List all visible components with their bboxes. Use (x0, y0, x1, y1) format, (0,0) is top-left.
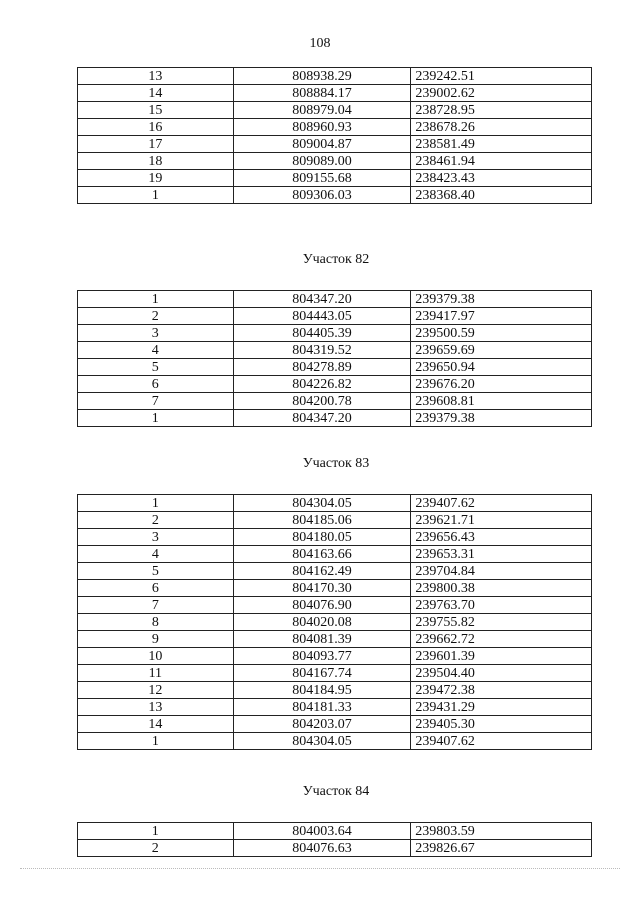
x-coordinate-cell: 804181.33 (233, 699, 411, 716)
table-row (78, 614, 592, 631)
y-coordinate-cell: 239379.38 (411, 291, 592, 308)
y-coordinate-cell: 239800.38 (411, 580, 592, 597)
point-number-cell: 3 (78, 325, 234, 342)
table-row (78, 136, 592, 153)
table-row (78, 840, 592, 857)
x-coordinate-cell: 804443.05 (233, 308, 411, 325)
point-number-cell: 11 (78, 665, 234, 682)
x-coordinate-cell: 804304.05 (233, 495, 411, 512)
x-coordinate-cell: 808884.17 (233, 85, 411, 102)
point-number-cell: 13 (78, 699, 234, 716)
y-coordinate-cell: 239704.84 (411, 563, 592, 580)
y-coordinate-cell: 239431.29 (411, 699, 592, 716)
x-coordinate-cell: 804093.77 (233, 648, 411, 665)
x-coordinate-cell: 804226.82 (233, 376, 411, 393)
y-coordinate-cell: 238581.49 (411, 136, 592, 153)
table-row (78, 631, 592, 648)
y-coordinate-cell: 239417.97 (411, 308, 592, 325)
x-coordinate-cell: 809155.68 (233, 170, 411, 187)
x-coordinate-cell: 804319.52 (233, 342, 411, 359)
x-coordinate-cell: 804170.30 (233, 580, 411, 597)
point-number-cell: 14 (78, 85, 234, 102)
y-coordinate-cell: 239826.67 (411, 840, 592, 857)
point-number-cell: 1 (78, 410, 234, 427)
x-coordinate-cell: 804347.20 (233, 410, 411, 427)
x-coordinate-cell: 804162.49 (233, 563, 411, 580)
point-number-cell: 12 (78, 682, 234, 699)
x-coordinate-cell: 804076.63 (233, 840, 411, 857)
y-coordinate-cell: 239803.59 (411, 823, 592, 840)
x-coordinate-cell: 804184.95 (233, 682, 411, 699)
coordinates-table-continued (77, 67, 592, 204)
table-row (78, 563, 592, 580)
point-number-cell: 2 (78, 512, 234, 529)
table-row (78, 308, 592, 325)
point-number-cell: 17 (78, 136, 234, 153)
point-number-cell: 13 (78, 68, 234, 85)
table-row (78, 597, 592, 614)
table-row (78, 68, 592, 85)
table-row (78, 495, 592, 512)
point-number-cell: 3 (78, 529, 234, 546)
y-coordinate-cell: 238461.94 (411, 153, 592, 170)
y-coordinate-cell: 238678.26 (411, 119, 592, 136)
x-coordinate-cell: 804020.08 (233, 614, 411, 631)
coordinates-table-84 (77, 822, 592, 857)
page-number: 108 (309, 36, 331, 51)
point-number-cell: 16 (78, 119, 234, 136)
point-number-cell: 1 (78, 291, 234, 308)
x-coordinate-cell: 804203.07 (233, 716, 411, 733)
table-row (78, 153, 592, 170)
table-row (78, 529, 592, 546)
x-coordinate-cell: 804304.05 (233, 733, 411, 750)
x-coordinate-cell: 804347.20 (233, 291, 411, 308)
y-coordinate-cell: 239407.62 (411, 495, 592, 512)
table-row (78, 699, 592, 716)
section-title-83: Участок 83 (302, 456, 370, 471)
x-coordinate-cell: 804167.74 (233, 665, 411, 682)
x-coordinate-cell: 804405.39 (233, 325, 411, 342)
y-coordinate-cell: 239500.59 (411, 325, 592, 342)
scan-dotted-line (20, 868, 620, 870)
y-coordinate-cell: 239662.72 (411, 631, 592, 648)
x-coordinate-cell: 804003.64 (233, 823, 411, 840)
x-coordinate-cell: 808979.04 (233, 102, 411, 119)
coordinates-table-82 (77, 290, 592, 427)
y-coordinate-cell: 239608.81 (411, 393, 592, 410)
point-number-cell: 5 (78, 359, 234, 376)
table-row (78, 410, 592, 427)
y-coordinate-cell: 239504.40 (411, 665, 592, 682)
point-number-cell: 8 (78, 614, 234, 631)
y-coordinate-cell: 239405.30 (411, 716, 592, 733)
point-number-cell: 9 (78, 631, 234, 648)
y-coordinate-cell: 239621.71 (411, 512, 592, 529)
table-row (78, 325, 592, 342)
x-coordinate-cell: 804278.89 (233, 359, 411, 376)
table-row (78, 546, 592, 563)
point-number-cell: 4 (78, 546, 234, 563)
x-coordinate-cell: 804081.39 (233, 631, 411, 648)
y-coordinate-cell: 239763.70 (411, 597, 592, 614)
table-row (78, 716, 592, 733)
x-coordinate-cell: 808938.29 (233, 68, 411, 85)
table-row (78, 512, 592, 529)
x-coordinate-cell: 809004.87 (233, 136, 411, 153)
point-number-cell: 7 (78, 393, 234, 410)
y-coordinate-cell: 239601.39 (411, 648, 592, 665)
table-row (78, 733, 592, 750)
section-title-84: Участок 84 (302, 784, 370, 799)
table-row (78, 376, 592, 393)
table-row (78, 648, 592, 665)
point-number-cell: 5 (78, 563, 234, 580)
table-row (78, 85, 592, 102)
y-coordinate-cell: 239659.69 (411, 342, 592, 359)
point-number-cell: 18 (78, 153, 234, 170)
point-number-cell: 4 (78, 342, 234, 359)
table-row (78, 119, 592, 136)
table-row (78, 170, 592, 187)
point-number-cell: 1 (78, 495, 234, 512)
point-number-cell: 10 (78, 648, 234, 665)
y-coordinate-cell: 239242.51 (411, 68, 592, 85)
x-coordinate-cell: 804185.06 (233, 512, 411, 529)
point-number-cell: 1 (78, 187, 234, 204)
y-coordinate-cell: 238728.95 (411, 102, 592, 119)
x-coordinate-cell: 804180.05 (233, 529, 411, 546)
section-title-82: Участок 82 (302, 252, 370, 267)
x-coordinate-cell: 804200.78 (233, 393, 411, 410)
y-coordinate-cell: 239755.82 (411, 614, 592, 631)
y-coordinate-cell: 239002.62 (411, 85, 592, 102)
table-row (78, 580, 592, 597)
point-number-cell: 2 (78, 308, 234, 325)
table-row (78, 823, 592, 840)
table-row (78, 665, 592, 682)
table-row (78, 291, 592, 308)
point-number-cell: 19 (78, 170, 234, 187)
x-coordinate-cell: 804076.90 (233, 597, 411, 614)
table-row (78, 682, 592, 699)
y-coordinate-cell: 239653.31 (411, 546, 592, 563)
y-coordinate-cell: 239379.38 (411, 410, 592, 427)
table-row (78, 393, 592, 410)
point-number-cell: 6 (78, 580, 234, 597)
point-number-cell: 7 (78, 597, 234, 614)
x-coordinate-cell: 804163.66 (233, 546, 411, 563)
point-number-cell: 1 (78, 823, 234, 840)
point-number-cell: 2 (78, 840, 234, 857)
point-number-cell: 6 (78, 376, 234, 393)
point-number-cell: 14 (78, 716, 234, 733)
table-row (78, 187, 592, 204)
table-row (78, 102, 592, 119)
table-row (78, 342, 592, 359)
y-coordinate-cell: 239656.43 (411, 529, 592, 546)
x-coordinate-cell: 809306.03 (233, 187, 411, 204)
coordinates-table-83 (77, 494, 592, 750)
point-number-cell: 15 (78, 102, 234, 119)
point-number-cell: 1 (78, 733, 234, 750)
y-coordinate-cell: 239676.20 (411, 376, 592, 393)
y-coordinate-cell: 239472.38 (411, 682, 592, 699)
x-coordinate-cell: 808960.93 (233, 119, 411, 136)
y-coordinate-cell: 238368.40 (411, 187, 592, 204)
table-row (78, 359, 592, 376)
x-coordinate-cell: 809089.00 (233, 153, 411, 170)
y-coordinate-cell: 239407.62 (411, 733, 592, 750)
y-coordinate-cell: 239650.94 (411, 359, 592, 376)
y-coordinate-cell: 238423.43 (411, 170, 592, 187)
